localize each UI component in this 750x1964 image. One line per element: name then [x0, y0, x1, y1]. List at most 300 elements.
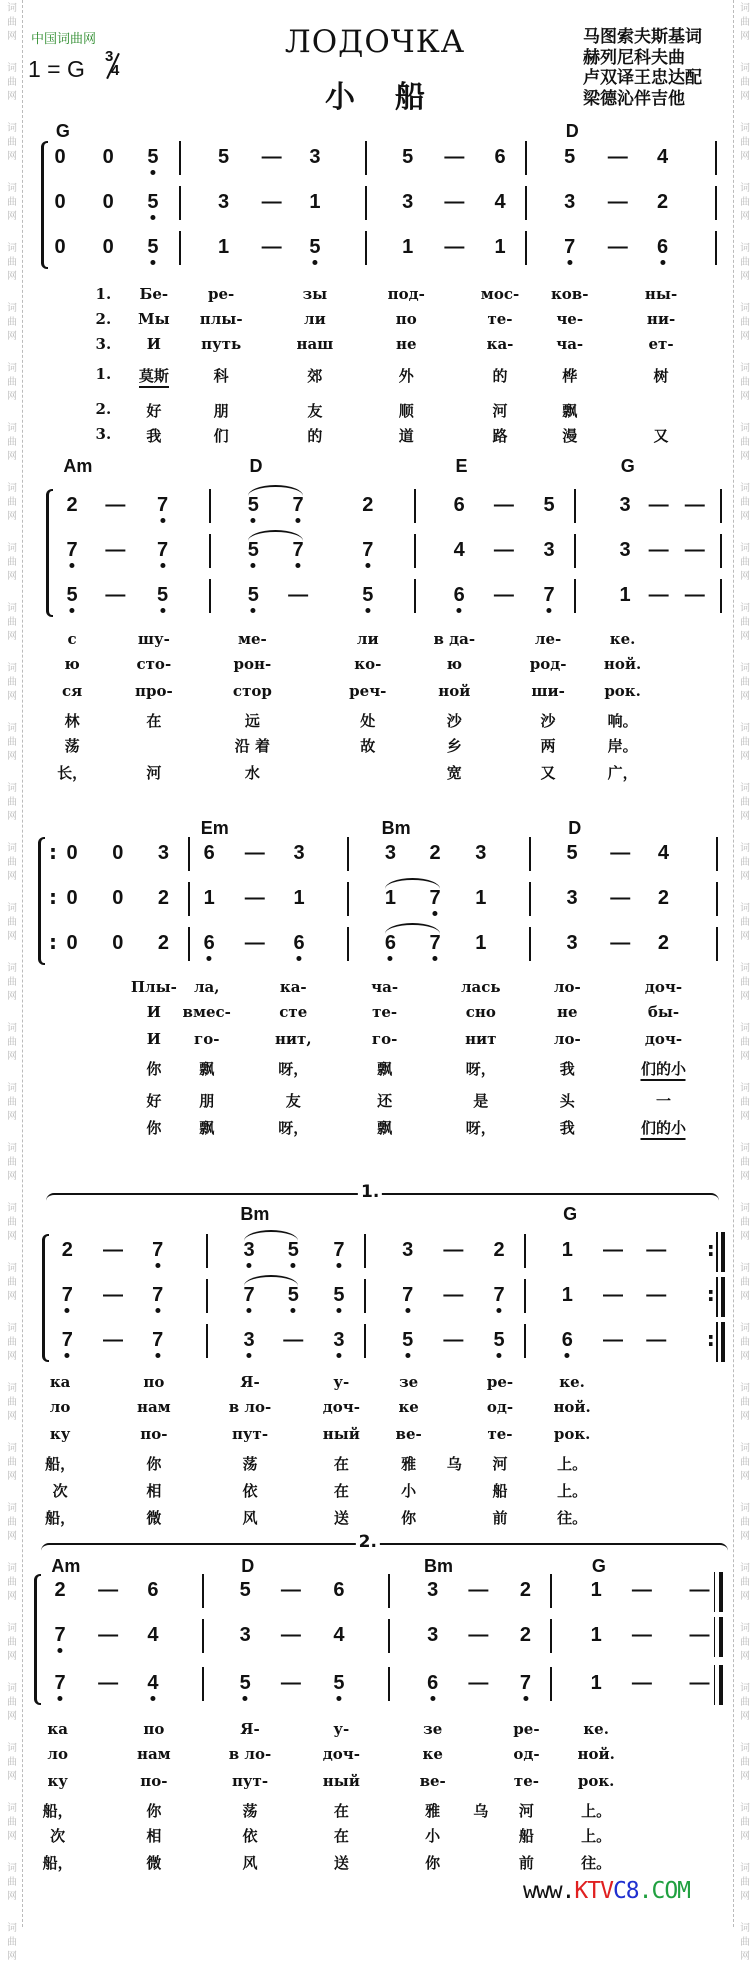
lyric-syllable: 在 [333, 1482, 349, 1500]
dash-extension: — [648, 494, 669, 516]
lyric-syllable: те- [487, 1425, 513, 1443]
watermark-char: 词 [740, 123, 750, 134]
watermark-char: 曲 [740, 77, 750, 88]
watermark-char: 曲 [740, 1697, 750, 1708]
lyric-syllable: 沙 [446, 712, 462, 730]
watermark-char: 网 [7, 1291, 17, 1302]
watermark-char: 词 [740, 363, 750, 374]
note: 4 [494, 191, 506, 213]
watermark-char: 词 [740, 1743, 750, 1754]
lyric-syllable: 乡 [446, 737, 462, 755]
watermark-char: 曲 [740, 857, 750, 868]
lyric-syllable: 呀， [465, 1119, 496, 1137]
watermark-char: 词 [740, 1263, 750, 1274]
dash-extension: — [607, 146, 628, 168]
watermark-char: 网 [7, 1651, 17, 1662]
dash-extension: — [280, 1579, 301, 1601]
note: 5 [309, 236, 321, 258]
barline [206, 1324, 208, 1358]
lyric-syllable: 你 [146, 1119, 162, 1137]
watermark-char: 曲 [7, 497, 17, 508]
final-barline-thick [719, 1572, 723, 1612]
note: 5 [493, 1329, 505, 1351]
note: 7 [156, 539, 169, 561]
lyric-syllable: те- [487, 310, 513, 328]
lyric-syllable: ю [446, 655, 463, 673]
watermark-char: 词 [7, 1923, 17, 1934]
dash-extension: — [244, 887, 265, 909]
credit-lyricist: 马图索夫斯基词 [583, 27, 702, 47]
lyric-syllable: 船， [42, 1854, 73, 1872]
slur [244, 1230, 298, 1241]
note: 0 [66, 887, 78, 909]
lyric-syllable: 小 [401, 1482, 417, 1500]
watermark-char: 词 [740, 723, 750, 734]
lyric-syllable: зы [302, 285, 328, 303]
note: 5 [147, 236, 159, 258]
note: 6 [656, 236, 669, 258]
lyric-syllable: 朋 [213, 402, 229, 420]
lyric-syllable: ве- [419, 1772, 446, 1790]
watermark-char: 网 [7, 1051, 17, 1062]
watermark-char: 曲 [740, 197, 750, 208]
volta-label: 2. [356, 1532, 380, 1552]
note: 6 [561, 1329, 573, 1351]
watermark-char: 词 [740, 1683, 750, 1694]
lyric-syllable: рон- [233, 655, 272, 673]
lyric-syllable: 漫 [562, 427, 578, 445]
title-russian: ЛОДОЧКА [284, 24, 466, 60]
lyric-syllable: наш [296, 335, 334, 353]
watermark-char: 词 [740, 1443, 750, 1454]
watermark-char: 网 [740, 991, 750, 1002]
watermark-char: 曲 [7, 737, 17, 748]
lyric-syllable: доч- [322, 1398, 360, 1416]
note: 0 [112, 887, 124, 909]
note: 5 [247, 494, 259, 516]
lyric-syllable: 友 [285, 1092, 301, 1110]
lyric-syllable: 外 [398, 367, 414, 385]
watermark-char: 网 [740, 1891, 750, 1902]
lyric-syllable: 的 [492, 367, 508, 385]
watermark-char: 词 [7, 1443, 17, 1454]
note: 5 [156, 584, 169, 606]
system-bracket [41, 141, 48, 269]
watermark-char: 词 [740, 1563, 750, 1574]
dash-extension: — [610, 932, 631, 954]
dash-extension: — [607, 191, 628, 213]
volta-label: 1. [358, 1182, 382, 1202]
logo-com: .COM [638, 1878, 691, 1904]
lyric-syllable: 送 [333, 1854, 349, 1872]
watermark-char: 网 [740, 91, 750, 102]
barline [716, 837, 718, 871]
slur [248, 530, 303, 541]
watermark-char: 网 [7, 1531, 17, 1542]
barline [715, 231, 717, 265]
note: 0 [54, 236, 66, 258]
lyric-syllable: 好 [146, 1092, 162, 1110]
note: 7 [564, 236, 576, 258]
watermark-char: 曲 [740, 797, 750, 808]
right-margin-divider [733, 0, 734, 1927]
watermark-char: 曲 [7, 1697, 17, 1708]
barline [525, 141, 527, 175]
lyric-syllable: ка- [279, 978, 307, 996]
lyric-syllable: И [146, 335, 161, 353]
lyric-syllable: 你 [425, 1854, 441, 1872]
dash-extension: — [288, 584, 309, 606]
lyric-syllable: реч- [349, 682, 387, 700]
lyric-syllable: ло [47, 1745, 68, 1763]
note: 1 [203, 887, 215, 909]
barline [550, 1667, 552, 1701]
lyric-syllable: 前 [518, 1854, 534, 1872]
dash-extension: — [102, 1329, 123, 1351]
note: 1 [293, 887, 305, 909]
lyric-syllable: ка- [486, 335, 514, 353]
slur [385, 878, 440, 889]
dash-extension: — [610, 887, 631, 909]
chord-symbol: Bm [381, 818, 411, 838]
note: 5 [543, 494, 555, 516]
barline [206, 1279, 208, 1313]
note: 6 [203, 932, 215, 954]
watermark-char: 网 [740, 1531, 750, 1542]
key-signature: 1 = G [28, 56, 85, 82]
lyric-syllable: по- [140, 1425, 168, 1443]
lyric-syllable: 我 [559, 1060, 575, 1078]
logo-c8: C8 [612, 1878, 639, 1904]
lyric-syllable: 飘 [199, 1119, 215, 1137]
chord-symbol: Em [200, 818, 229, 838]
lyric-syllable: 你 [401, 1509, 417, 1527]
repeat-start-sign: : [49, 885, 58, 909]
lyric-syllable: 河 [492, 402, 508, 420]
watermark-char: 网 [7, 1231, 17, 1242]
lyric-syllable: с [67, 630, 77, 648]
watermark-char: 曲 [7, 17, 17, 28]
note: 2 [66, 494, 78, 516]
note: 7 [493, 1284, 505, 1306]
lyric-syllable: 道 [398, 427, 414, 445]
lyric-syllable: И [146, 1003, 161, 1021]
lyric-syllable: 莫斯 [139, 365, 169, 388]
watermark-char: 曲 [740, 1037, 750, 1048]
dash-extension: — [468, 1672, 489, 1694]
final-barline-thin [716, 1277, 718, 1317]
watermark-char: 网 [740, 1051, 750, 1062]
dash-extension: — [102, 1239, 123, 1261]
note: 0 [102, 191, 114, 213]
lyric-syllable: ка [49, 1373, 71, 1391]
lyric-syllable: 相 [146, 1827, 162, 1845]
note: 3 [427, 1624, 439, 1646]
watermark-char: 曲 [740, 1577, 750, 1588]
lyric-syllable: не [557, 1003, 578, 1021]
note: 5 [239, 1672, 251, 1694]
watermark-char: 词 [740, 1803, 750, 1814]
lyric-syllable: ло- [553, 1030, 581, 1048]
lyric-syllable: ча- [371, 978, 399, 996]
watermark-char: 曲 [740, 1097, 750, 1108]
note: 4 [656, 146, 669, 168]
note: 3 [309, 146, 321, 168]
note: 1 [561, 1239, 573, 1261]
barline [529, 927, 531, 961]
lyric-syllable: 沿 着 [234, 737, 271, 755]
lyric-syllable: рок. [577, 1772, 615, 1790]
lyric-syllable: сте [279, 1003, 308, 1021]
note: 7 [333, 1239, 345, 1261]
watermark-char: 曲 [7, 557, 17, 568]
watermark-char: 网 [740, 751, 750, 762]
lyric-syllable: рок. [604, 682, 641, 700]
watermark-char: 曲 [740, 1877, 750, 1888]
lyric-syllable: 林 [64, 712, 80, 730]
barline [574, 579, 576, 613]
lyric-syllable: ло [49, 1398, 71, 1416]
lyric-syllable: 微 [146, 1509, 162, 1527]
barline [715, 141, 717, 175]
note: 0 [102, 146, 114, 168]
lyric-syllable: 又 [653, 427, 669, 445]
lyric-syllable: ной [438, 682, 471, 700]
note: 3 [543, 539, 555, 561]
note: 5 [66, 584, 78, 606]
lyric-syllable: ны- [644, 285, 678, 303]
barline [365, 141, 367, 175]
watermark-char: 词 [7, 1083, 17, 1094]
lyric-syllable: 小 [425, 1827, 441, 1845]
lyric-syllable: ной. [603, 655, 642, 673]
time-signature-bottom: 4 [111, 62, 120, 79]
lyric-syllable: в да- [433, 630, 476, 648]
watermark-char: 曲 [740, 1757, 750, 1768]
lyric-syllable: 是 [473, 1092, 489, 1110]
lyric-syllable: ный [322, 1425, 360, 1443]
lyric-syllable: 上。 [557, 1482, 588, 1500]
watermark-char: 网 [740, 271, 750, 282]
chord-symbol: Am [51, 1556, 81, 1576]
note: 2 [519, 1579, 532, 1601]
slur [244, 1275, 298, 1286]
watermark-char: 网 [7, 1351, 17, 1362]
watermark-char: 词 [740, 1203, 750, 1214]
lyric-syllable: по [143, 1373, 165, 1391]
watermark-char: 曲 [740, 557, 750, 568]
lyric-syllable: ка [47, 1720, 68, 1738]
watermark-char: 曲 [7, 1337, 17, 1348]
title-chinese: 小船 [325, 80, 465, 115]
watermark-char: 网 [7, 451, 17, 462]
lyric-syllable: 荡 [242, 1802, 258, 1820]
watermark-char: 曲 [740, 497, 750, 508]
system-bracket [34, 1574, 41, 1705]
note: 1 [561, 1284, 573, 1306]
lyric-syllable: в ло- [228, 1745, 272, 1763]
watermark-char: 网 [740, 631, 750, 642]
watermark-char: 词 [7, 1023, 17, 1034]
barline [388, 1574, 390, 1608]
note: 7 [54, 1672, 66, 1694]
lyric-syllable: ла, [193, 978, 220, 996]
dash-extension: — [105, 494, 126, 516]
note: 0 [112, 932, 124, 954]
lyric-syllable: пут- [231, 1425, 269, 1443]
watermark-char: 词 [740, 1383, 750, 1394]
lyric-syllable: го- [371, 1030, 398, 1048]
watermark-char: 词 [740, 603, 750, 614]
note: 6 [384, 932, 396, 954]
note: 1 [384, 887, 396, 909]
watermark-char: 曲 [740, 1157, 750, 1168]
lyric-syllable: 1. [95, 365, 112, 383]
note: 3 [427, 1579, 439, 1601]
watermark-char: 曲 [740, 17, 750, 28]
watermark-char: 曲 [7, 1277, 17, 1288]
lyric-syllable: 在 [333, 1455, 349, 1473]
lyric-syllable: ке. [559, 1373, 585, 1391]
lyric-syllable: 又 [540, 764, 556, 782]
watermark-char: 曲 [7, 197, 17, 208]
note: 7 [152, 1329, 164, 1351]
lyric-syllable: по- [140, 1772, 168, 1790]
lyric-syllable: 相 [146, 1482, 162, 1500]
lyric-syllable: 郊 [307, 367, 323, 385]
lyric-syllable: бы- [647, 1003, 680, 1021]
note: 7 [66, 539, 78, 561]
barline [414, 534, 416, 568]
lyric-syllable: 飘 [377, 1060, 393, 1078]
watermark-char: 词 [7, 963, 17, 974]
lyric-syllable: 2. [95, 310, 112, 328]
watermark-char: 曲 [7, 917, 17, 928]
watermark-char: 曲 [7, 1577, 17, 1588]
note: 5 [362, 584, 374, 606]
watermark-char: 词 [7, 123, 17, 134]
watermark-char: 曲 [740, 377, 750, 388]
lyric-syllable: ре- [486, 1373, 514, 1391]
barline [388, 1619, 390, 1653]
watermark-char: 词 [740, 903, 750, 914]
dash-extension: — [444, 191, 465, 213]
watermark-char: 词 [7, 663, 17, 674]
lyric-syllable: ни- [646, 310, 676, 328]
watermark-char: 网 [740, 571, 750, 582]
dash-extension: — [443, 1239, 464, 1261]
dash-extension: — [444, 236, 465, 258]
lyric-syllable: 科 [213, 367, 229, 385]
watermark-char: 词 [740, 1863, 750, 1874]
watermark-char: 网 [740, 511, 750, 522]
watermark-char: 曲 [7, 1397, 17, 1408]
lyric-syllable: 风 [242, 1509, 258, 1527]
watermark-char: 网 [740, 391, 750, 402]
watermark-char: 曲 [740, 677, 750, 688]
note: 7 [362, 539, 374, 561]
note: 7 [429, 887, 441, 909]
footer-logo [523, 1878, 690, 1904]
watermark-char: 网 [740, 1231, 750, 1242]
watermark-char: 曲 [7, 437, 17, 448]
final-barline-thick [721, 1277, 725, 1317]
watermark-char: 曲 [7, 77, 17, 88]
watermark-char: 词 [740, 3, 750, 14]
note: 7 [61, 1284, 73, 1306]
note: 1 [475, 887, 487, 909]
lyric-syllable: 你 [146, 1455, 162, 1473]
lyric-syllable: шу- [137, 630, 170, 648]
dash-extension: — [98, 1624, 119, 1646]
barline [524, 1324, 526, 1358]
lyric-syllable: нит [465, 1030, 497, 1048]
barline [188, 837, 190, 871]
lyric-syllable: ча- [556, 335, 584, 353]
note: 4 [453, 539, 465, 561]
note: 5 [147, 191, 159, 213]
watermark-char: 词 [7, 183, 17, 194]
lyric-syllable: Я- [240, 1720, 260, 1738]
barline [720, 579, 722, 613]
lyric-syllable: 在 [333, 1827, 349, 1845]
watermark-char: 网 [740, 1111, 750, 1122]
lyric-syllable: 水 [244, 764, 260, 782]
note: 7 [243, 1284, 255, 1306]
note: 2 [61, 1239, 73, 1261]
note: 4 [147, 1672, 159, 1694]
barline [715, 186, 717, 220]
chord-symbol: D [249, 456, 263, 476]
note: 5 [287, 1284, 299, 1306]
note: 2 [54, 1579, 66, 1601]
dash-extension: — [98, 1672, 119, 1694]
lyric-syllable: ке [398, 1398, 419, 1416]
watermark-char: 曲 [7, 1157, 17, 1168]
watermark-char: 曲 [7, 257, 17, 268]
dash-extension: — [98, 1579, 119, 1601]
note: 4 [657, 842, 670, 864]
lyric-syllable: 雅 [401, 1455, 417, 1473]
lyric-syllable: 河 [518, 1802, 534, 1820]
dash-extension: — [602, 1239, 623, 1261]
lyric-syllable: 3. [95, 425, 112, 443]
watermark-char: 词 [740, 1623, 750, 1634]
note: 1 [217, 236, 230, 258]
lyric-syllable: не [395, 335, 417, 353]
dash-extension: — [631, 1579, 652, 1601]
watermark-char: 词 [740, 63, 750, 74]
repeat-end-sign: : [706, 1327, 715, 1351]
note: 6 [147, 1579, 159, 1601]
note: 7 [54, 1624, 66, 1646]
site-watermark: 中国词曲网 [31, 32, 97, 47]
watermark-char: 曲 [740, 1517, 750, 1528]
barline [524, 1234, 526, 1268]
lyric-syllable: 船， [45, 1509, 76, 1527]
barline [716, 882, 718, 916]
watermark-char: 词 [740, 1323, 750, 1334]
watermark-char: 词 [7, 1263, 17, 1274]
watermark-char: 网 [7, 1471, 17, 1482]
note: 7 [292, 494, 304, 516]
barline [524, 1279, 526, 1313]
barline [574, 489, 576, 523]
system-bracket [38, 837, 45, 965]
watermark-char: 词 [7, 3, 17, 14]
lyric-syllable: те- [372, 1003, 398, 1021]
dash-extension: — [444, 146, 465, 168]
